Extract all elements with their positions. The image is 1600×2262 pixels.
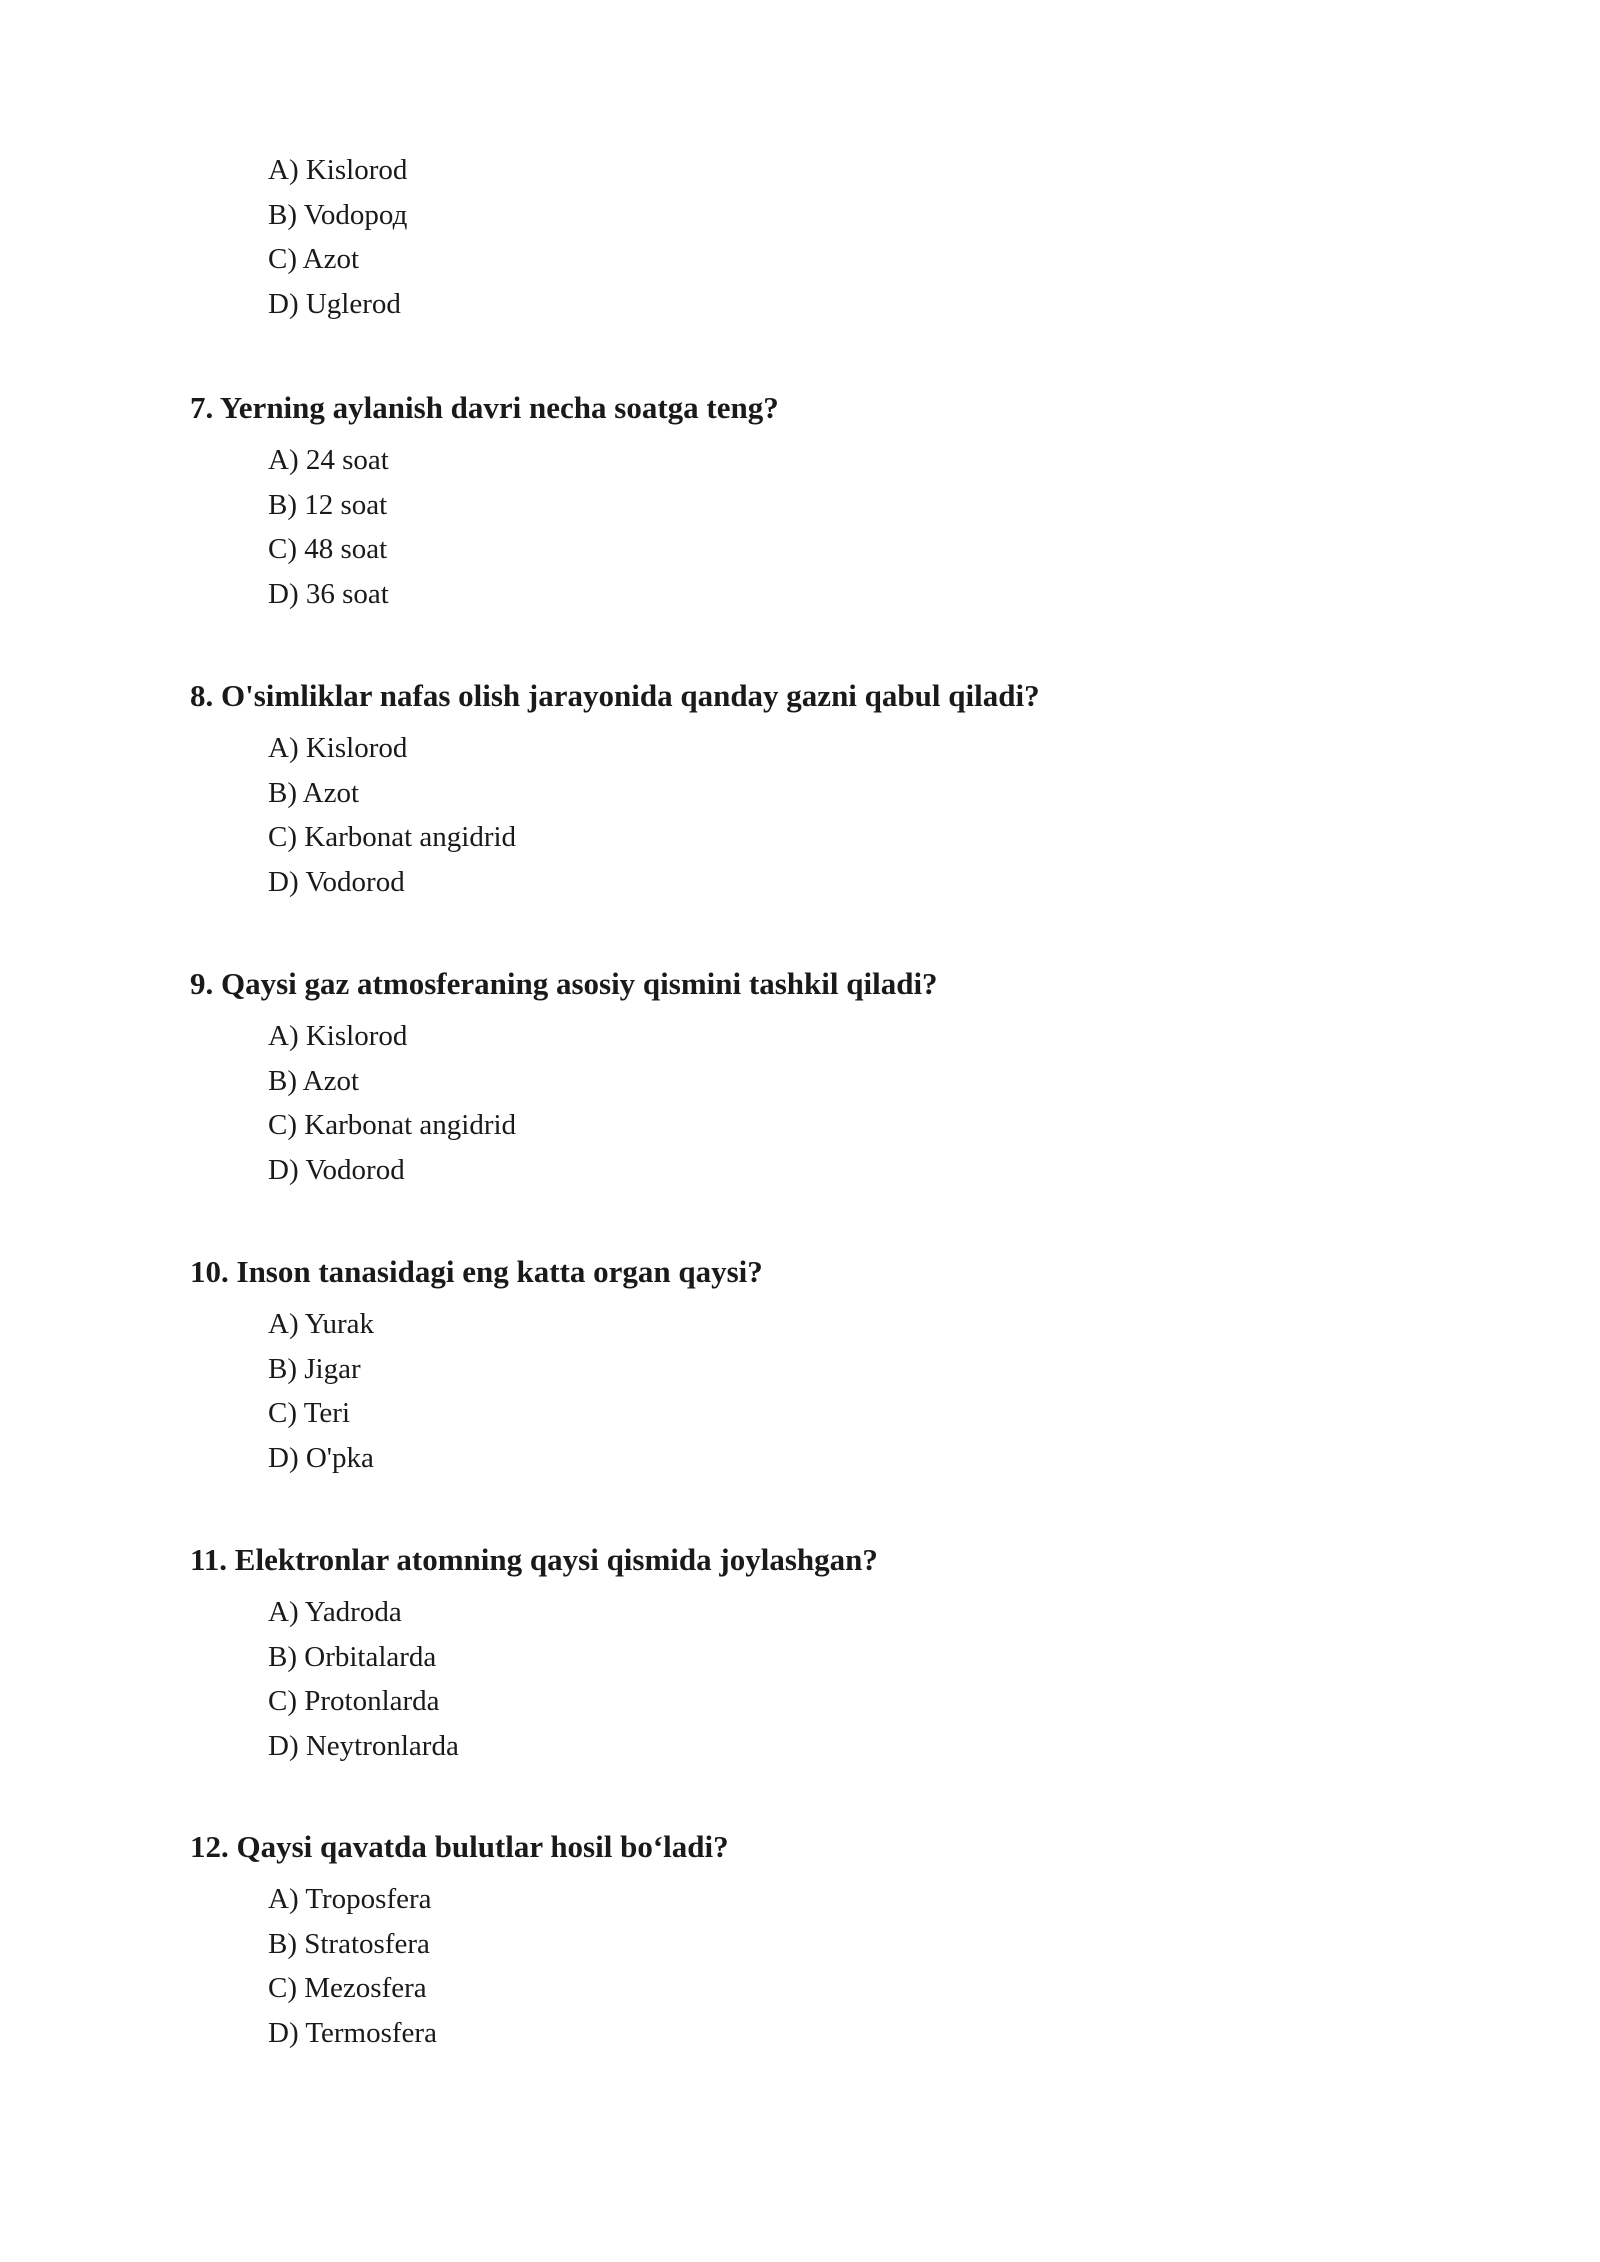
- option-b: B) 12 soat: [268, 488, 388, 521]
- option-d: D) Vodorod: [268, 1154, 405, 1187]
- option-list: [268, 726, 516, 905]
- option-a: A) Kislorod: [268, 732, 408, 764]
- option-b: B) Azot: [268, 776, 360, 809]
- question-text: 10. Inson tanasidagi eng katta organ qaysi?: [190, 1254, 763, 1289]
- option-d: D) 36 soat: [268, 578, 389, 611]
- option-a: A) 24 soat: [268, 444, 389, 476]
- question-text: 8. O'simliklar nafas olish jarayonida qanday gazni qabul qiladi?: [190, 678, 1040, 713]
- option-b: B) Orbitalarda: [268, 1640, 437, 1673]
- option-d: D) O'pka: [268, 1442, 374, 1475]
- option-d: D) Neytronlarda: [268, 1730, 459, 1763]
- option-d: D) Vodorod: [268, 866, 405, 899]
- option-list: [268, 438, 389, 617]
- option-b: B) Jigar: [268, 1352, 361, 1385]
- question-text: 11. Elektronlar atomning qaysi qismida joylashgan?: [190, 1542, 878, 1577]
- option-d: D) Termosfera: [268, 2017, 437, 2050]
- option-b: B) Vodoрод: [268, 198, 408, 231]
- option-list: [268, 1302, 374, 1481]
- question-text: 7. Yerning aylanish davri necha soatga teng?: [190, 390, 779, 425]
- question-text: 9. Qaysi gaz atmosferaning asosiy qismini tashkil qiladi?: [190, 966, 938, 1001]
- option-a: A) Kislorod: [268, 154, 408, 186]
- option-d: D) Uglerod: [268, 288, 401, 321]
- option-c: C) Azot: [268, 243, 360, 276]
- option-list: [268, 1014, 516, 1193]
- option-list: [268, 1877, 437, 2056]
- option-b: B) Stratosfera: [268, 1927, 430, 1960]
- option-a: A) Yadroda: [268, 1596, 402, 1628]
- option-c: C) 48 soat: [268, 533, 388, 566]
- option-c: C) Protonlarda: [268, 1685, 440, 1718]
- option-list: [268, 1590, 459, 1769]
- option-a: A) Kislorod: [268, 1020, 408, 1052]
- option-list: [268, 148, 407, 327]
- option-c: C) Karbonat angidrid: [268, 1109, 517, 1142]
- option-a: A) Yurak: [268, 1308, 375, 1340]
- option-b: B) Azot: [268, 1064, 360, 1097]
- option-a: A) Troposfera: [268, 1883, 432, 1915]
- question-text: 12. Qaysi qavatda bulutlar hosil bo‘ladi?: [190, 1829, 729, 1864]
- option-c: C) Teri: [268, 1397, 351, 1430]
- option-c: C) Karbonat angidrid: [268, 821, 517, 854]
- option-c: C) Mezosfera: [268, 1972, 427, 2005]
